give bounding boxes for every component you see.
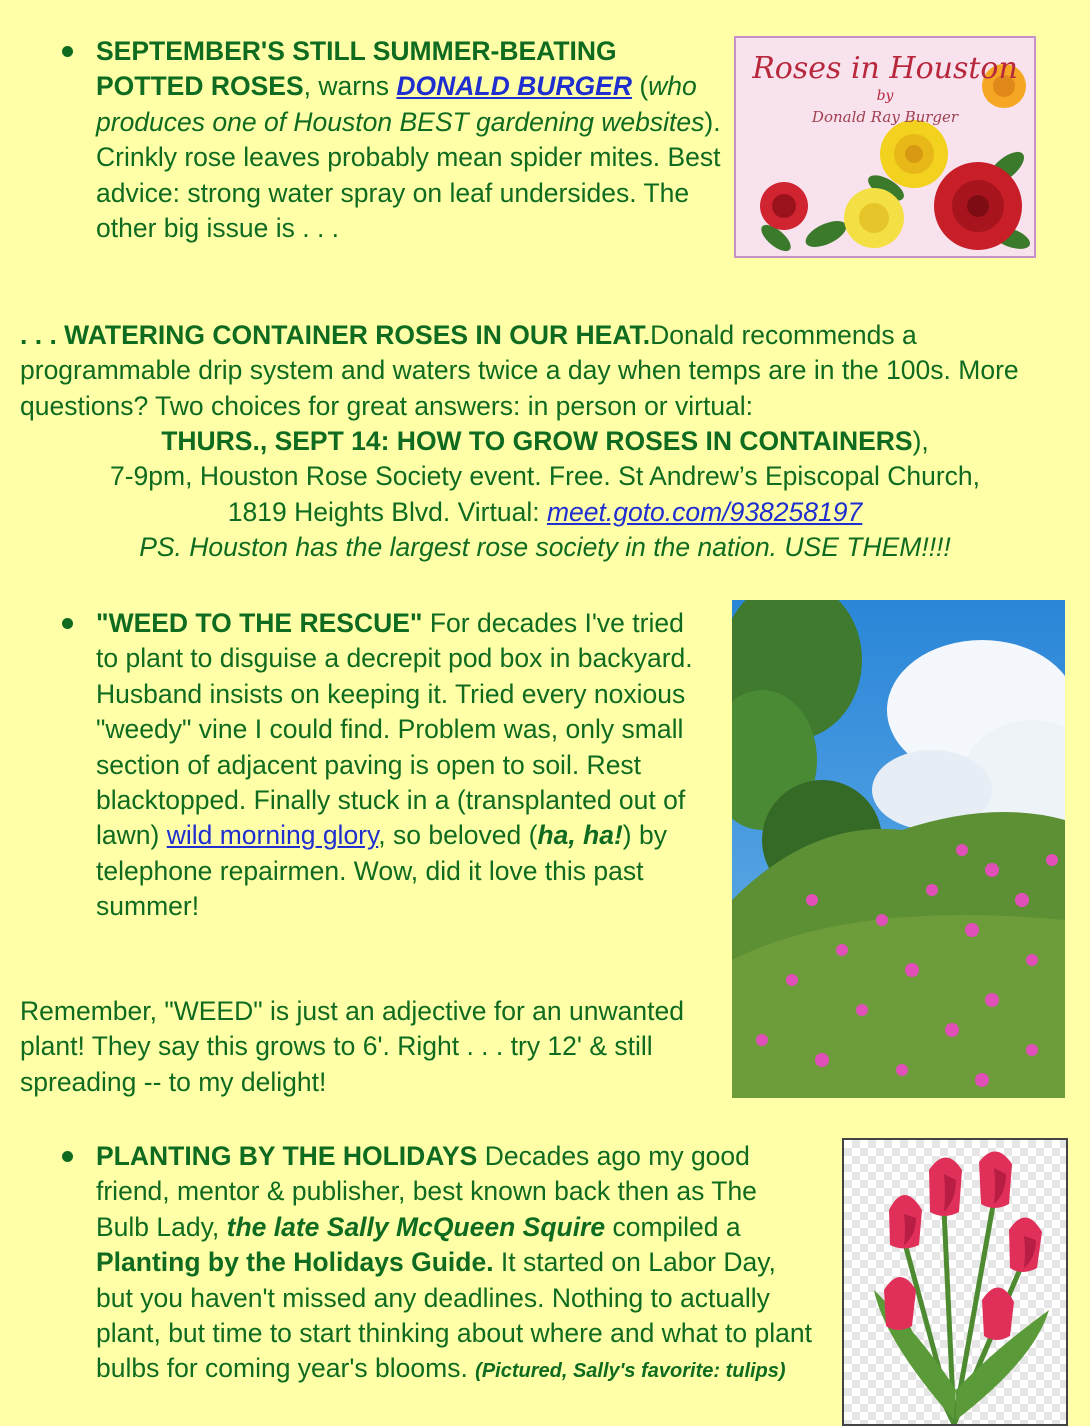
- weed-body-3: ) by telephone repairmen. Wow, did it love this past summer!: [96, 820, 667, 922]
- watering-body: Donald recommends a programmable drip system and waters twice a day when temps are in the 100s. More questions? Two choices for great answers: in person or virtual:: [20, 320, 1019, 421]
- yellow-rose: [880, 120, 948, 188]
- holidays-body-2: compiled a: [605, 1211, 741, 1242]
- card-by: by: [876, 88, 894, 104]
- holidays-body-3: It started on Labor Day, but you haven't missed any deadlines. Nothing to actually plant, but time to start thinking about where and what to plant bulbs for coming year's blooms.: [96, 1247, 812, 1384]
- website-note: who produces one of Houston BEST gardening websites: [96, 71, 705, 137]
- tulips-image: [842, 1138, 1068, 1426]
- paren-open: (: [631, 71, 649, 102]
- tulip-caption: (Pictured, Sally's favorite: tulips): [475, 1360, 786, 1383]
- section-holidays: [96, 1139, 816, 1390]
- morning-glory-illustration: [732, 600, 1065, 1098]
- watering-headline: . . . WATERING CONTAINER ROSES IN OUR HEAT.: [20, 320, 651, 350]
- red-rose-large: [934, 162, 1022, 250]
- bullet-marker: [62, 618, 73, 629]
- event-title: THURS., SEPT 14: HOW TO GROW ROSES IN CONTAINERS: [161, 426, 913, 456]
- section-potted-roses: [96, 34, 726, 246]
- warns-text: , warns: [303, 71, 397, 102]
- donald-burger-link[interactable]: DONALD BURGER: [396, 71, 632, 102]
- potted-roses-body: ). Crinkly rose leaves probably mean spider mites. Best advice: strong water spray on leaf undersides. The other big issue is . . .: [96, 106, 721, 244]
- weed-body-1: For decades I've tried to plant to disguise a decrepit pod box in backyard. Husband insists on keeping it. Tried every noxious "weedy" vine I could find. Problem was, only small section of adjacent paving is open to soil. Rest blacktopped. Finally stuck in a (transplanted out of lawn): [96, 608, 693, 851]
- event-details: 7-9pm, Houston Rose Society event. Free. St Andrew’s Episcopal Church,: [109, 461, 981, 492]
- section-watering: [20, 318, 1070, 424]
- guide-title: Planting by the Holidays Guide.: [96, 1247, 494, 1278]
- red-rose-small: [760, 182, 808, 230]
- event-title-close: ),: [912, 426, 929, 456]
- holidays-headline: PLANTING BY THE HOLIDAYS: [96, 1141, 478, 1171]
- ps-note: PS. Houston has the largest rose society in the nation. USE THEM!!!!: [139, 532, 951, 563]
- weed-headline: "WEED TO THE RESCUE": [96, 608, 423, 638]
- tulip-illustration: [844, 1140, 1066, 1424]
- potted-roses-headline: SEPTEMBER'S STILL SUMMER-BEATING POTTED ROSES: [96, 36, 617, 102]
- bullet-marker: [62, 46, 73, 57]
- haha-text: ha, ha!: [537, 820, 623, 851]
- roses-in-houston-image: [734, 36, 1036, 258]
- event-block: [20, 424, 1070, 566]
- morning-glory-photo: [732, 600, 1065, 1098]
- section-weed: [96, 606, 708, 925]
- card-title: Roses in Houston: [752, 51, 1018, 86]
- virtual-meeting-link[interactable]: meet.goto.com/938258197: [546, 496, 863, 527]
- weed-body-2: , so beloved (: [378, 820, 538, 851]
- card-author: Donald Ray Burger: [811, 108, 959, 126]
- event-address: 1819 Heights Blvd. Virtual:: [227, 496, 547, 527]
- holidays-body-1: Decades ago my good friend, mentor & publisher, best known back then as The Bulb Lady,: [96, 1141, 757, 1242]
- bullet-marker: [62, 1151, 73, 1162]
- yellow-rose-left: [844, 188, 904, 248]
- remember-paragraph: Remember, "WEED" is just an adjective for an unwanted plant! They say this grows to 6'. Right . . . try 12' & still spreading -- to my delight!: [20, 996, 684, 1097]
- sally-name: the late Sally McQueen Squire: [226, 1211, 606, 1242]
- morning-glory-link[interactable]: wild morning glory: [166, 820, 379, 851]
